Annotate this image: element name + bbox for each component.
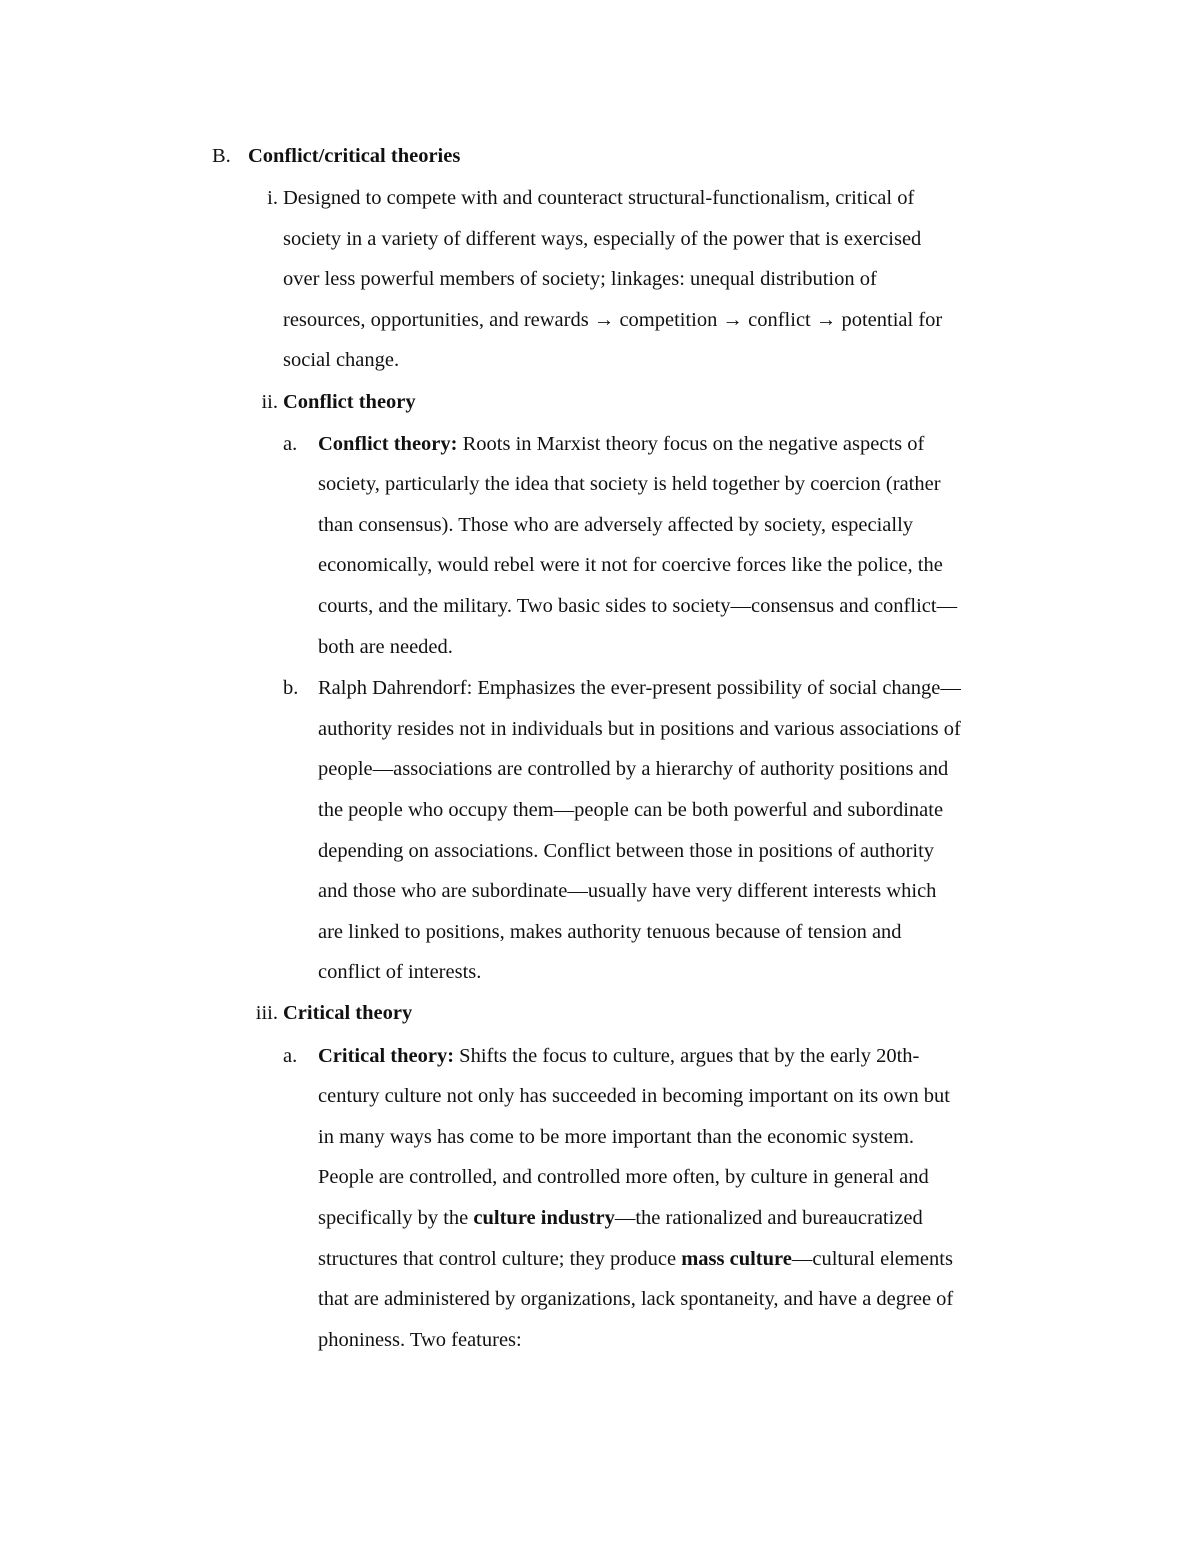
section-title: Conflict/critical theories — [248, 145, 461, 167]
subitem-iii-a-line-1 — [318, 1036, 919, 1077]
subitem-marker-iii-a: a. — [283, 1045, 298, 1067]
subitem-ii-b-line-6: and those who are subordinate—usually have very different interests which — [318, 880, 937, 902]
item-i-line-3: over less powerful members of society; linkages: unequal distribution of — [283, 268, 877, 290]
subitem-ii-a-line-1 — [318, 424, 924, 465]
subitem-ii-a-line-4: economically, would rebel were it not for coercive forces like the police, the — [318, 554, 943, 576]
subitem-marker-ii-b: b. — [283, 677, 299, 699]
term-critical-theory: Critical theory: — [318, 1045, 455, 1067]
term-mass-culture: mass culture — [681, 1248, 792, 1270]
term-conflict-theory: Conflict theory: — [318, 433, 458, 455]
subitem-ii-b-line-3: people—associations are controlled by a hierarchy of authority positions and — [318, 758, 949, 780]
subitem-marker-ii-a: a. — [283, 433, 298, 455]
subitem-ii-a-line-5: courts, and the military. Two basic sides to society—consensus and conflict— — [318, 595, 958, 617]
subitem-iii-a-line-8: phoniness. Two features: — [318, 1329, 522, 1351]
section-marker: B. — [212, 145, 231, 167]
subitem-ii-b-line-5: depending on associations. Conflict between those in positions of authority — [318, 840, 935, 862]
line-6-post: —cultural elements — [791, 1248, 953, 1270]
term-culture-industry: culture industry — [473, 1207, 615, 1229]
item-i-line-4: resources, opportunities, and rewards → competition → conflict → potential for — [283, 309, 943, 331]
item-marker-iii: iii. — [255, 1002, 278, 1024]
line-6-pre: structures that control culture; they produce — [318, 1248, 682, 1270]
subitem-ii-b-line-4: the people who occupy them—people can be both powerful and subordinate — [318, 799, 944, 821]
subitem-ii-a-line-6: both are needed. — [318, 636, 453, 658]
item-marker-i: i. — [267, 187, 278, 209]
subitem-ii-b-line-1: Ralph Dahrendorf: Emphasizes the ever-present possibility of social change— — [318, 677, 961, 699]
item-iii-title: Critical theory — [283, 1002, 413, 1024]
item-i-line-5: social change. — [283, 349, 400, 371]
line-5-pre: specifically by the — [318, 1207, 474, 1229]
subitem-iii-a-line-4: People are controlled, and controlled more often, by culture in general and — [318, 1166, 929, 1188]
item-i-line-1: Designed to compete with and counteract structural-functionalism, critical of — [283, 187, 915, 209]
subitem-ii-a-line-3: than consensus). Those who are adversely affected by society, especially — [318, 514, 914, 536]
subitem-ii-a-line-1-rest: Roots in Marxist theory focus on the negative aspects of — [457, 433, 925, 455]
subitem-ii-b-line-8: conflict of interests. — [318, 961, 482, 983]
subitem-ii-b-line-2: authority resides not in individuals but in positions and various associations of — [318, 718, 961, 740]
subitem-iii-a-line-3: in many ways has come to be more important than the economic system. — [318, 1126, 915, 1148]
item-ii-title: Conflict theory — [283, 391, 416, 413]
subitem-iii-a-line-7: that are administered by organizations, lack spontaneity, and have a degree of — [318, 1288, 954, 1310]
subitem-ii-a-line-2: society, particularly the idea that society is held together by coercion (rather — [318, 473, 941, 495]
line-5-post: —the rationalized and bureaucratized — [614, 1207, 923, 1229]
subitem-iii-a-line-5 — [318, 1198, 923, 1239]
item-i-line-2: society in a variety of different ways, especially of the power that is exercised — [283, 228, 922, 250]
subitem-ii-b-line-7: are linked to positions, makes authority tenuous because of tension and — [318, 921, 902, 943]
subitem-iii-a-line-1-rest: Shifts the focus to culture, argues that by the early 20th- — [454, 1045, 920, 1067]
subitem-iii-a-line-2: century culture not only has succeeded in becoming important on its own but — [318, 1085, 950, 1107]
item-marker-ii: ii. — [261, 391, 278, 413]
subitem-iii-a-line-6 — [318, 1239, 953, 1280]
